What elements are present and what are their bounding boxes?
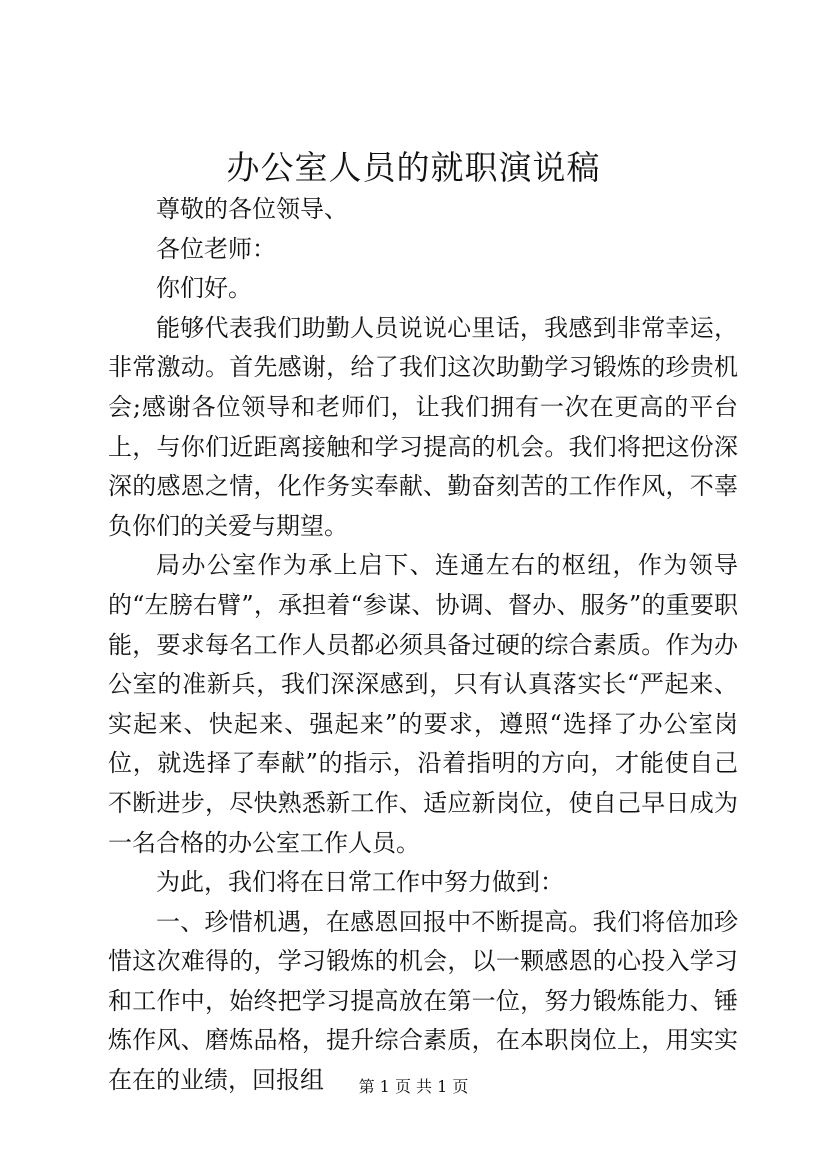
greeting: 你们好。 <box>156 274 252 303</box>
salutation-teachers: 各位老师： <box>156 234 276 263</box>
paragraph-intro-commitments: 为此，我们将在日常工作中努力做到： <box>156 868 564 897</box>
paragraph-commitment-one: 一、珍惜机遇，在感恩回报中不断提高。我们将倍加珍惜这次难得的，学习锻炼的机会，以一颗感恩的心投入学习和工作中，始终把学习提高放在第一位，努力锻炼能力、锤炼作风、磨炼品格，提升综合素质，在本职岗位上，用实实在在的业绩，回报组 <box>108 907 738 1095</box>
page-footer: 第 1 页 共 1 页 <box>358 1077 469 1096</box>
document-body <box>108 190 738 1101</box>
document-title: 办公室人员的就职演说稿 <box>226 148 601 187</box>
salutation-leaders: 尊敬的各位领导、 <box>156 195 348 223</box>
paragraph-gratitude: 能够代表我们助勤人员说说心里话，我感到非常幸运，非常激动。首先感谢，给了我们这次助勤学习锻炼的珍贵机会;感谢各位领导和老师们，让我们拥有一次在更高的平台上，与你们近距离接触和学习提高的机会。我们将把这份深深的感恩之情，化作务实奉献、勤奋刻苦的工作作风，不辜负你们的关爱与期望。 <box>108 313 738 540</box>
paragraph-office-role: 局办公室作为承上启下、连通左右的枢纽，作为领导的“左膀右臂”，承担着“参谋、协调、督办、服务”的重要职能，要求每名工作人员都必须具备过硬的综合素质。作为办公室的准新兵，我们深深感到，只有认真落实长“严起来、实起来、快起来、强起来”的要求，遵照“选择了办公室岗位，就选择了奉献”的指示，沿着指明的方向，才能使自己不断进步，尽快熟悉新工作、适应新岗位，使自己早日成为一名合格的办公室工作人员。 <box>108 551 738 857</box>
